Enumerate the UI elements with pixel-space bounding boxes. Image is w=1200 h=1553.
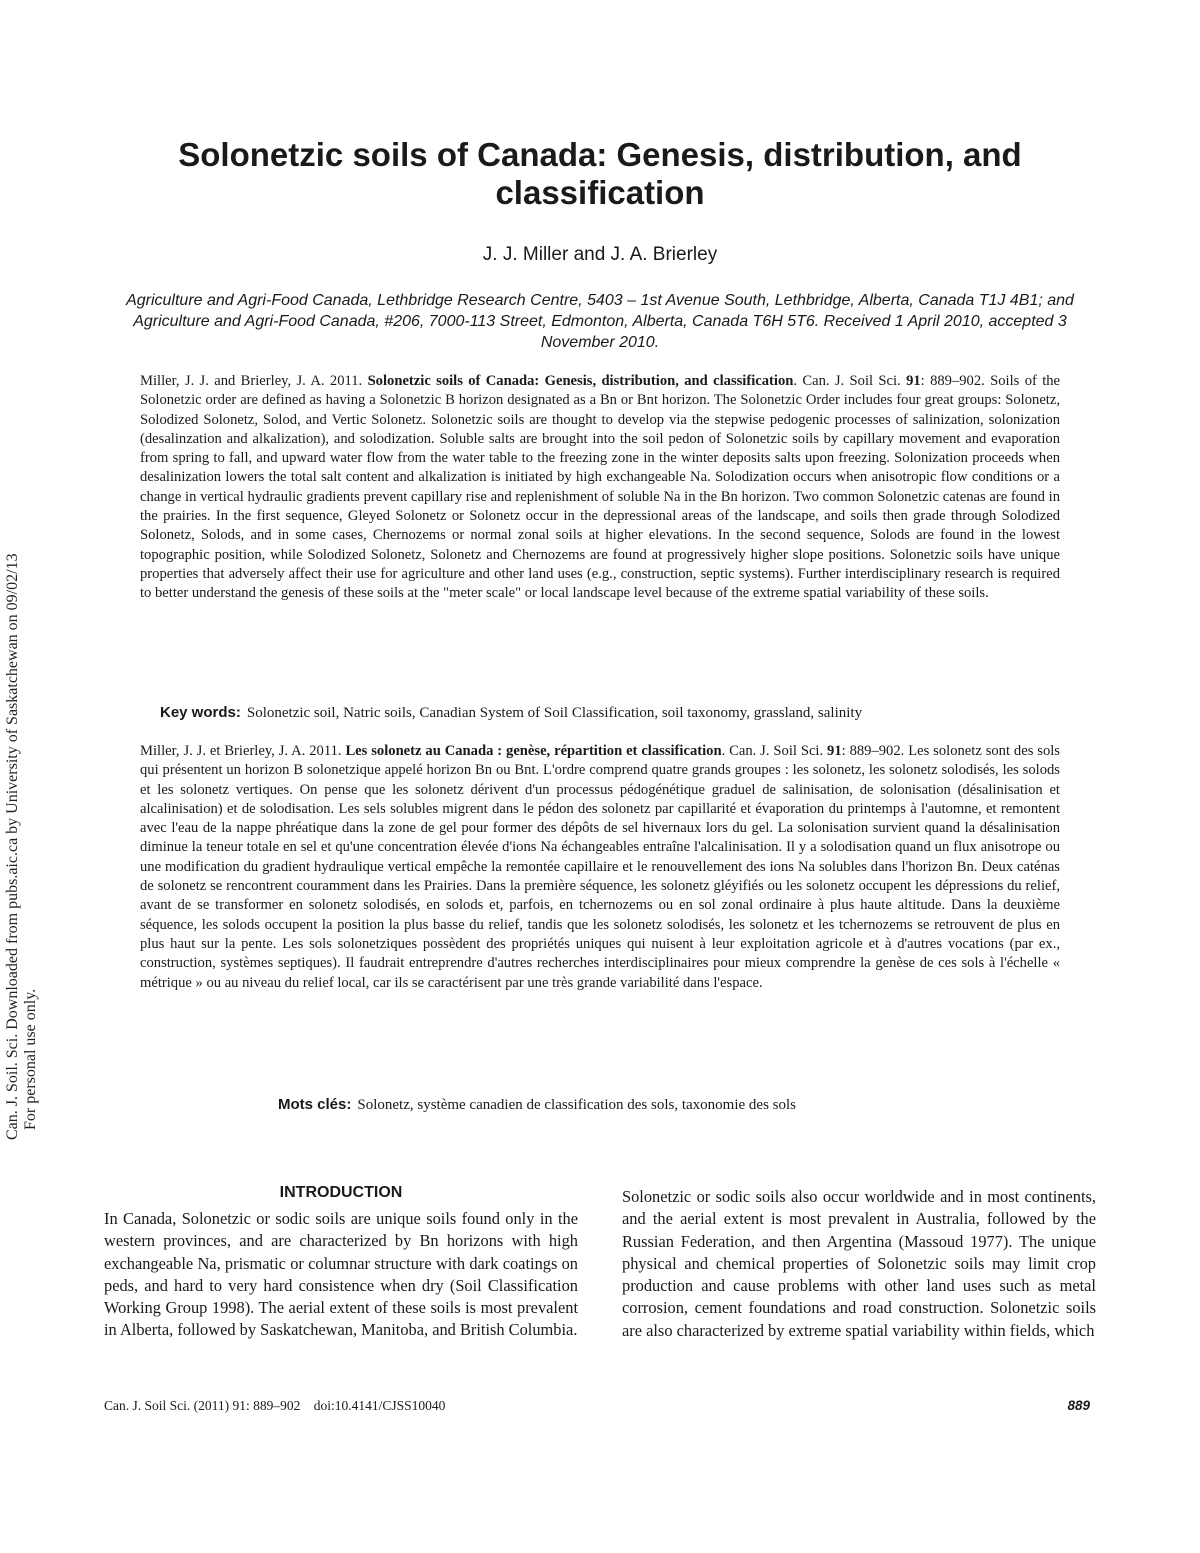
abstract-en-citation-prefix: Miller, J. J. and Brierley, J. A. 2011. xyxy=(140,373,363,389)
article-authors: J. J. Miller and J. A. Brierley xyxy=(482,244,718,265)
abstract-en-citation-title: Solonetzic soils of Canada: Genesis, distribution, and classification xyxy=(367,373,794,389)
abstract-fr-journal: . Can. J. Soil Sci. xyxy=(721,743,824,759)
abstract-french xyxy=(140,742,1060,993)
keywords-fr-label: Mots clés: xyxy=(278,1096,352,1113)
author-affiliation: Agriculture and Agri-Food Canada, Lethbridge Research Centre, 5403 – 1st Avenue South, Lethbridge, Alberta, Canada T1J 4B1; and Agriculture and Agri-Food Canada, #206, 7000-113 Street, Edmonton, Alberta, Canada T6H 5T6. Received 1 April 2010, accepted 3 November 2010. xyxy=(126,292,1074,351)
section-heading-introduction: INTRODUCTION xyxy=(279,1184,403,1201)
footer-doi: doi:10.4141/CJSS10040 xyxy=(313,1398,446,1413)
abstract-en-text: : 889–902. Soils of the Solonetzic order are defined as having a Solonetzic B horizon designated as a Bn or Bnt horizon. The Solonetzic Order includes four great groups: Solonetz, Solodized Solonetz, Solod, and Vertic Solonetz. Solonetzic soils are thought to develop via the stepwise pedogenic processes of salinization, solonization (desalinzation and alkalization), and solodization. Soluble salts are brought into the soil pedon of Solonetzic soils by capillary movement and evaporation from spring to fall, and upward water flow from the water table to the freezing zone in the winter deposits salts upon freezing. Solonization proceeds when desalinization lowers the total salt content and alkalization is initiated by high exchangeable Na. Solodization occurs when anisotropic flow conditions or a change in vertical hydraulic gradients prevent capillary rise and replenishment of soluble Na in the Bn horizon. Two common Solonetzic catenas are found in the prairies. In the first sequence, Gleyed Solonetz or Solonetz occur in the depressional areas of the landscape, and soils then grade through Solodized Solonetz, Solods, and in some cases, Chernozems or normal zonal soils at higher elevations. In the second sequence, Solods are found in the lowest topographic position, while Solodized Solonetz, Solonetz and Chernozems are found at progressively higher slope positions. Solonetzic soils have unique properties that adversely affect their use for agriculture and other land uses (e.g., construction, septic systems). Further interdisciplinary research is required to better understand the genesis of these soils at the "meter scale" or local landscape level because of the extreme spatial variability of these soils. xyxy=(140,373,1061,602)
keywords-fr-value: Solonetz, système canadien de classification des sols, taxonomie des sols xyxy=(357,1097,797,1113)
abstract-en-journal: . Can. J. Soil Sci. xyxy=(793,373,901,389)
keywords-french xyxy=(278,1096,1200,1114)
download-watermark xyxy=(0,0,56,1553)
page-number: 889 xyxy=(1067,1398,1090,1413)
abstract-en-volume: 91 xyxy=(906,373,921,389)
article-title: Solonetzic soils of Canada: Genesis, distribution, and classification xyxy=(178,136,1022,211)
keywords-en-value: Solonetzic soil, Natric soils, Canadian System of Soil Classification, soil taxonomy, grassland, salinity xyxy=(246,705,863,721)
footer-citation-block xyxy=(104,1398,455,1414)
abstract-fr-text: : 889–902. Les solonetz sont des sols qui présentent un horizon B solonetzique appelé horizon Bn ou Bnt. L'ordre comprend quatre grands groupes : les solonetz, les solonetz solodisés, les solods et les solonetz vertiques. On pense que les solonetz dérivent d'un processus pédogénétique graduel de salinisation, de solonisation (désalinisation et alcalinisation) et de solodisation. Les sels solubles migrent dans le pédon des solonetz par capillarité et évaporation du printemps à l'automne, et remontent avec l'eau de la nappe phréatique dans la zone de gel pour former des dépôts de sel hivernaux lors du gel. La solonisation survient quand la désalinisation diminue la teneur totale en sel et qu'une concentration élevée d'ions Na échangeables entraîne l'alcalinisation. Il y a solodisation quand un flux anisotrope ou une modification du gradient hydraulique vertical empêche la remontée capillaire et le renouvellement des ions Na solubles dans l'horizon Bn. Deux caténas de solonetz se rencontrent couramment dans les Prairies. Dans la première séquence, les solonetz gléyifiés ou les solonetz occupent les dépressions du relief, avant de se transformer en solonetz solodisés, en solods et, parfois, en tchernozems ou en sol zonal ordinaire à plus haute altitude. Dans la deuxième séquence, les solods occupent la position la plus basse du relief, tandis que les solonetz solodisés, les solonetz et les tchernozems se retrouvent de plus en plus haut sur la pente. Les sols solonetziques possèdent des propriétés uniques qui nuisent à leur exploitation agricole et à d'autres vocations (par ex., construction, systèmes septiques). Il faudrait entreprendre d'autres recherches interdisciplinaires pour mieux comprendre la genèse de ces sols à l'échelle « métrique » ou au niveau du relief local, car ils se caractérisent par une très grande variabilité dans l'espace. xyxy=(140,743,1060,991)
keywords-english xyxy=(160,704,1160,722)
abstract-fr-citation-title: Les solonetz au Canada : genèse, répartition et classification xyxy=(345,743,722,759)
abstract-fr-citation-prefix: Miller, J. J. et Brierley, J. A. 2011. xyxy=(140,743,342,759)
watermark-line-2: For personal use only. xyxy=(22,988,39,1130)
body-right-column: Solonetzic or sodic soils also occur worldwide and in most continents, and the aerial extent is most prevalent in Australia, followed by the Russian Federation, and then Argentina (Massoud 1977). The unique physical and chemical properties of Solonetzic soils may limit crop production and cause problems with other land uses such as metal corrosion, cement foundations and road construction. Solonetzic soils are also characterized by extreme spatial variability within fields, which xyxy=(622,1187,1096,1340)
body-left-column: In Canada, Solonetzic or sodic soils are unique soils found only in the western provinces, and are characterized by Bn horizons with high exchangeable Na, prismatic or columnar structure with dark coatings on peds, and hard to very hard consistence when dry (Soil Classification Working Group 1998). The aerial extent of these soils is most prevalent in Alberta, followed by Saskatchewan, Manitoba, and British Columbia. xyxy=(104,1209,578,1340)
keywords-en-label: Key words: xyxy=(160,704,241,721)
abstract-fr-volume: 91 xyxy=(827,743,842,759)
watermark-line-1: Can. J. Soil. Sci. Downloaded from pubs.aic.ca by University of Saskatchewan on 09/02/13 xyxy=(4,553,21,1140)
footer-citation: Can. J. Soil Sci. (2011) 91: 889–902 xyxy=(104,1398,301,1413)
abstract-english xyxy=(140,372,1060,604)
